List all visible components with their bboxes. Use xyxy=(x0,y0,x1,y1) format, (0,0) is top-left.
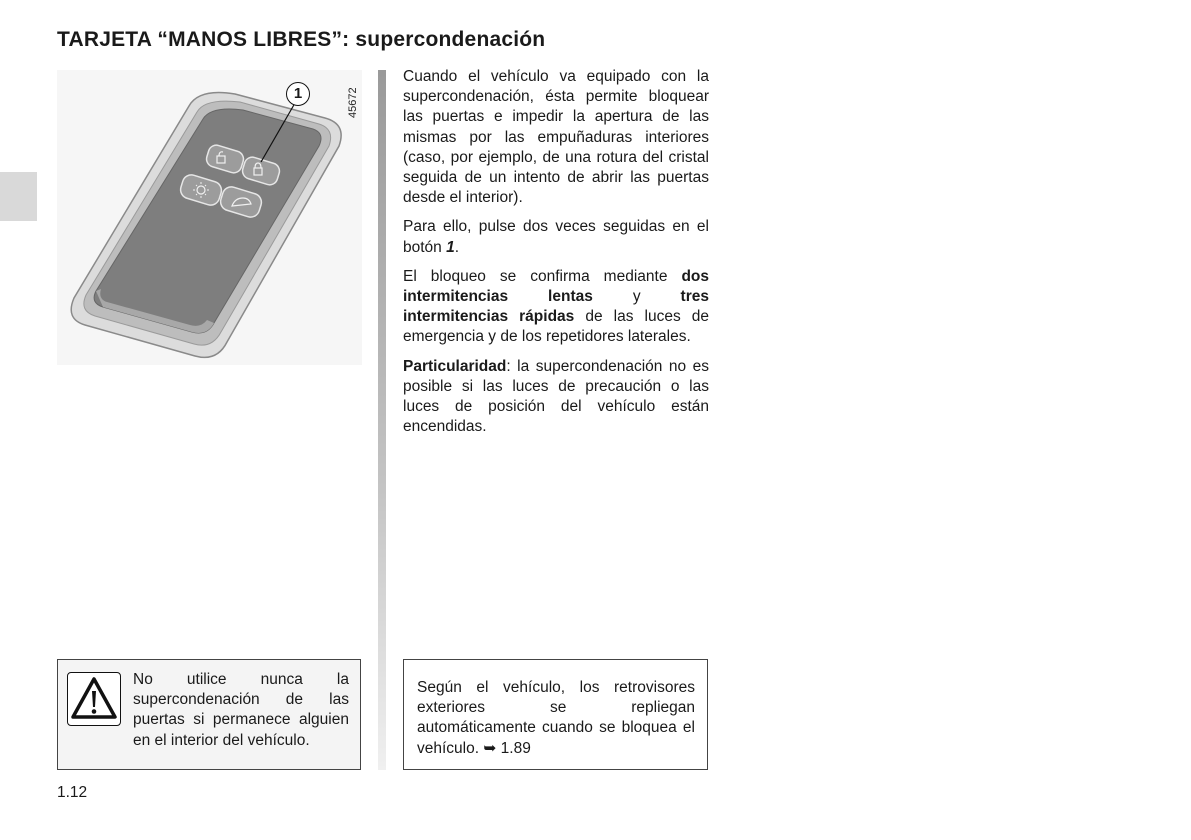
info-text: Según el vehículo, los retrovisores exteriores se repliegan automáticamente cuando se bloquea el vehículo. ➥ 1.89 xyxy=(417,679,695,757)
warning-box xyxy=(57,659,361,770)
paragraph-particularity: Particularidad: la supercondenación no es posible si las luces de precaución o las luces de posición del vehículo están encendidas. xyxy=(403,357,709,436)
paragraph-confirmation: El bloqueo se confirma mediante dos intermitencias lentas y tres intermitencias rápidas de las luces de emergencia y de los repetidores laterales. xyxy=(403,267,709,346)
page-title: TARJETA “MANOS LIBRES”: supercondenación xyxy=(57,28,546,51)
button-reference: 1 xyxy=(446,238,455,256)
main-text xyxy=(403,67,709,446)
key-card-illustration xyxy=(57,70,362,365)
page-number: 1.12 xyxy=(57,784,88,801)
warning-triangle-icon xyxy=(67,672,121,726)
button-1-callout: 1 xyxy=(286,82,310,106)
section-tab xyxy=(0,172,37,221)
paragraph-intro: Cuando el vehículo va equipado con la supercondenación, ésta permite bloquear las puertas e impedir la apertura de las mismas por las empuñaduras interiores (caso, por ejemplo, de una rotura del cristal seguida de un intento de abrir las puertas desde el interior). xyxy=(403,68,709,207)
key-card-drawing xyxy=(57,70,362,365)
info-box xyxy=(403,659,708,770)
page-reference-arrow-icon: ➥ xyxy=(483,739,497,757)
figure-number: 45672 xyxy=(347,87,359,118)
column-divider xyxy=(378,70,386,770)
warning-text: No utilice nunca la supercondenación de las puertas si permanece alguien en el interior del vehículo. xyxy=(133,671,349,749)
page-reference: 1.89 xyxy=(500,739,531,757)
paragraph-instruction: Para ello, pulse dos veces seguidas en el botón 1. xyxy=(403,218,709,256)
